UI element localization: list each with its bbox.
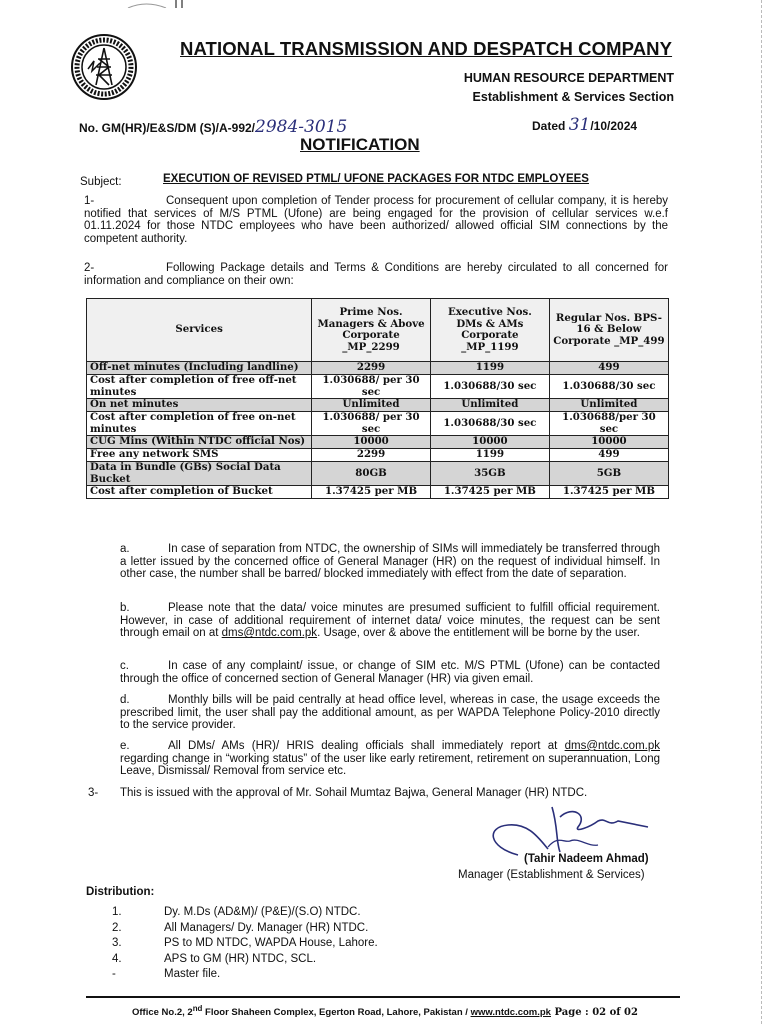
scan-mark bbox=[126, 0, 186, 8]
note-letter: b. bbox=[120, 602, 130, 614]
list-number: - bbox=[112, 968, 116, 980]
note-c bbox=[120, 660, 660, 685]
list-number: 4. bbox=[112, 952, 122, 965]
table-row bbox=[87, 449, 669, 462]
table-cell: 35GB bbox=[430, 462, 549, 486]
email-link[interactable]: dms@ntdc.com.pk bbox=[564, 740, 660, 752]
table-cell: Cost after completion of free off-net minutes bbox=[87, 375, 312, 399]
table-cell: 1199 bbox=[430, 362, 549, 375]
table-cell: On net minutes bbox=[87, 399, 312, 412]
list-text: Master file. bbox=[164, 968, 221, 980]
section-name: Establishment & Services Section bbox=[472, 90, 674, 104]
company-seal-logo bbox=[70, 33, 138, 101]
table-cell: 1.030688/ per 30 sec bbox=[312, 375, 431, 399]
list-number: 3. bbox=[112, 937, 122, 949]
table-header-row bbox=[87, 299, 669, 362]
column-header: Executive Nos. DMs & AMs Corporate _MP_1199 bbox=[430, 299, 549, 362]
page-number: Page : 02 of 02 bbox=[550, 1007, 638, 1019]
list-item bbox=[112, 952, 378, 968]
table-cell: Unlimited bbox=[549, 399, 668, 412]
email-link[interactable]: dms@ntdc.com.pk bbox=[221, 627, 318, 640]
date-day-handwritten: 31 bbox=[568, 115, 591, 135]
table-cell: 2299 bbox=[312, 362, 431, 375]
table-cell: Unlimited bbox=[430, 399, 549, 412]
table-cell: 1.030688/30 sec bbox=[430, 375, 549, 399]
table-row bbox=[87, 399, 669, 412]
table-cell: Unlimited bbox=[312, 399, 431, 412]
footer bbox=[132, 1004, 638, 1018]
table-cell: 1.030688/30 sec bbox=[549, 375, 668, 399]
note-text: In case of any complaint/ issue, or change of SIM etc. M/S PTML (Ufone) can be contacted through the office of concerned section of General Manager (HR) via given email. bbox=[120, 660, 660, 685]
table-row bbox=[87, 486, 669, 499]
page-title: NOTIFICATION bbox=[300, 135, 420, 154]
table-cell: 1.030688/30 sec bbox=[430, 412, 549, 436]
table-cell: CUG Mins (Within NTDC official Nos) bbox=[87, 436, 312, 449]
paragraph-text: Consequent upon completion of Tender process for procurement of cellular company, it is hereby notified that services of M/S PTML (Ufone) are being engaged for the provision of cellular services w.e.f 01.11.2024 for those NTDC employees who have been authorized/ allowed official SIM connections by the competent authority. bbox=[84, 195, 668, 245]
reference-prefix: No. GM(HR)/E&S/DM (S)/A-992/ bbox=[79, 121, 256, 135]
scan-edge bbox=[755, 0, 762, 1024]
company-name: NATIONAL TRANSMISSION AND DESPATCH COMPANY bbox=[180, 38, 673, 59]
note-text: Monthly bills will be paid centrally at head office level, whereas in case, the usage exceeds the prescribed limit, the user shall pay the additional amount, as per WAPDA Telephone Policy-2010 directly to the service provider. bbox=[120, 694, 660, 732]
table-row bbox=[87, 436, 669, 449]
website-link[interactable]: www.ntdc.com.pk bbox=[470, 1007, 551, 1019]
note-letter: d. bbox=[120, 694, 130, 706]
table-cell: 1199 bbox=[430, 449, 549, 462]
table-cell: Off-net minutes (Including landline) bbox=[87, 362, 312, 375]
table-cell: Free any network SMS bbox=[87, 449, 312, 462]
table-cell: 10000 bbox=[430, 436, 549, 449]
table-cell: 499 bbox=[549, 449, 668, 462]
table-cell: 5GB bbox=[549, 462, 668, 486]
footer-address-sup: nd bbox=[192, 1004, 203, 1013]
note-letter: c. bbox=[120, 660, 129, 672]
subject-text: EXECUTION OF REVISED PTML/ UFONE PACKAGES FOR NTDC EMPLOYEES bbox=[163, 173, 589, 185]
package-table bbox=[86, 298, 669, 499]
table-cell: 10000 bbox=[312, 436, 431, 449]
list-text: APS to GM (HR) NTDC, SCL. bbox=[164, 952, 317, 965]
note-d bbox=[120, 694, 660, 732]
note-e bbox=[120, 740, 660, 778]
paragraph-1 bbox=[84, 195, 668, 245]
table-row bbox=[87, 462, 669, 486]
note-text: Please note that the data/ voice minutes are presumed sufficient to fulfill official requirement. However, in case of additional requirement of internet data/ voice minutes, the request can be sent through email on at bbox=[120, 602, 660, 640]
footer-address: Office No.2, 2 bbox=[132, 1007, 193, 1019]
table-cell: 2299 bbox=[312, 449, 431, 462]
distribution-list bbox=[112, 905, 378, 983]
column-header: Regular Nos. BPS-16 & Below Corporate _MP_499 bbox=[549, 299, 668, 362]
paragraph-text: This is issued with the approval of Mr. Sohail Mumtaz Bajwa, General Manager (HR) NTDC. bbox=[120, 787, 588, 799]
footer-address: Floor Shaheen Complex, Egerton Road, Lahore, Pakistan / bbox=[202, 1007, 471, 1019]
list-text: All Managers/ Dy. Manager (HR) NTDC. bbox=[164, 921, 369, 934]
paragraph-number: 1- bbox=[84, 195, 95, 207]
table-cell: 1.030688/ per 30 sec bbox=[312, 412, 431, 436]
note-letter: e. bbox=[120, 740, 130, 752]
list-number: 1. bbox=[112, 906, 122, 918]
list-item bbox=[112, 905, 378, 921]
list-item bbox=[112, 967, 378, 983]
column-header: Prime Nos. Managers & Above Corporate _MP_2299 bbox=[312, 299, 431, 362]
table-cell: Cost after completion of Bucket bbox=[87, 486, 312, 499]
table-row bbox=[87, 412, 669, 436]
department-name: HUMAN RESOURCE DEPARTMENT bbox=[463, 71, 674, 85]
list-item bbox=[112, 921, 378, 937]
note-b bbox=[120, 602, 660, 640]
table-cell: 1.37425 per MB bbox=[430, 486, 549, 499]
signatory-name: (Tahir Nadeem Ahmad) bbox=[524, 853, 649, 865]
table-cell: Data in Bundle (GBs) Social Data Bucket bbox=[87, 462, 312, 486]
footer-divider bbox=[86, 996, 680, 998]
table-cell: 1.37425 per MB bbox=[549, 486, 668, 499]
paragraph-number: 3- bbox=[88, 787, 99, 799]
note-text: regarding change in “working status” of the user like early retirement, retirement on superannuation, Long Leave, Dismissal/ Removal from service etc. bbox=[120, 752, 660, 778]
list-text: Dy. M.Ds (AD&M)/ (P&E)/(S.O) NTDC. bbox=[164, 906, 361, 918]
table-row bbox=[87, 375, 669, 399]
note-text: All DMs/ AMs (HR)/ HRIS dealing officials shall immediately report at bbox=[168, 740, 565, 752]
department-block bbox=[464, 69, 674, 107]
date-rest: /10/2024 bbox=[590, 119, 638, 133]
table-cell: 1.030688/per 30 sec bbox=[549, 412, 668, 436]
list-text: PS to MD NTDC, WAPDA House, Lahore. bbox=[164, 937, 378, 949]
distribution-label: Distribution: bbox=[86, 886, 155, 898]
paragraph-number: 2- bbox=[84, 262, 95, 274]
table-cell: 1.37425 per MB bbox=[312, 486, 431, 499]
note-text: . Usage, over & above the entitlement will be borne by the user. bbox=[317, 627, 640, 640]
table-row bbox=[87, 362, 669, 375]
paragraph-2 bbox=[84, 262, 668, 287]
subject-label: Subject: bbox=[80, 176, 122, 188]
date-line bbox=[532, 115, 637, 135]
paragraph-text: Following Package details and Terms & Conditions are hereby circulated to all concerned for information and compliance on their own: bbox=[84, 262, 668, 287]
table-cell: 10000 bbox=[549, 436, 668, 449]
reference-number bbox=[79, 117, 347, 137]
list-item bbox=[112, 936, 378, 952]
table-cell: 499 bbox=[549, 362, 668, 375]
table-cell: 80GB bbox=[312, 462, 431, 486]
signatory-designation: Manager (Establishment & Services) bbox=[458, 869, 645, 881]
note-a bbox=[120, 543, 660, 581]
reference-handwritten: 2984-3015 bbox=[255, 117, 348, 137]
list-number: 2. bbox=[112, 921, 122, 934]
note-text: In case of separation from NTDC, the ownership of SIMs will immediately be transferred through a letter issued by the concerned office of General Manager (HR) on the request of individual himself. In other case, the number shall be barred/ blocked immediately with effect from the date of separation. bbox=[120, 543, 660, 581]
note-letter: a. bbox=[120, 543, 130, 555]
table-cell: Cost after completion of free on-net minutes bbox=[87, 412, 312, 436]
date-label: Dated bbox=[532, 119, 569, 133]
column-header: Services bbox=[87, 299, 312, 362]
